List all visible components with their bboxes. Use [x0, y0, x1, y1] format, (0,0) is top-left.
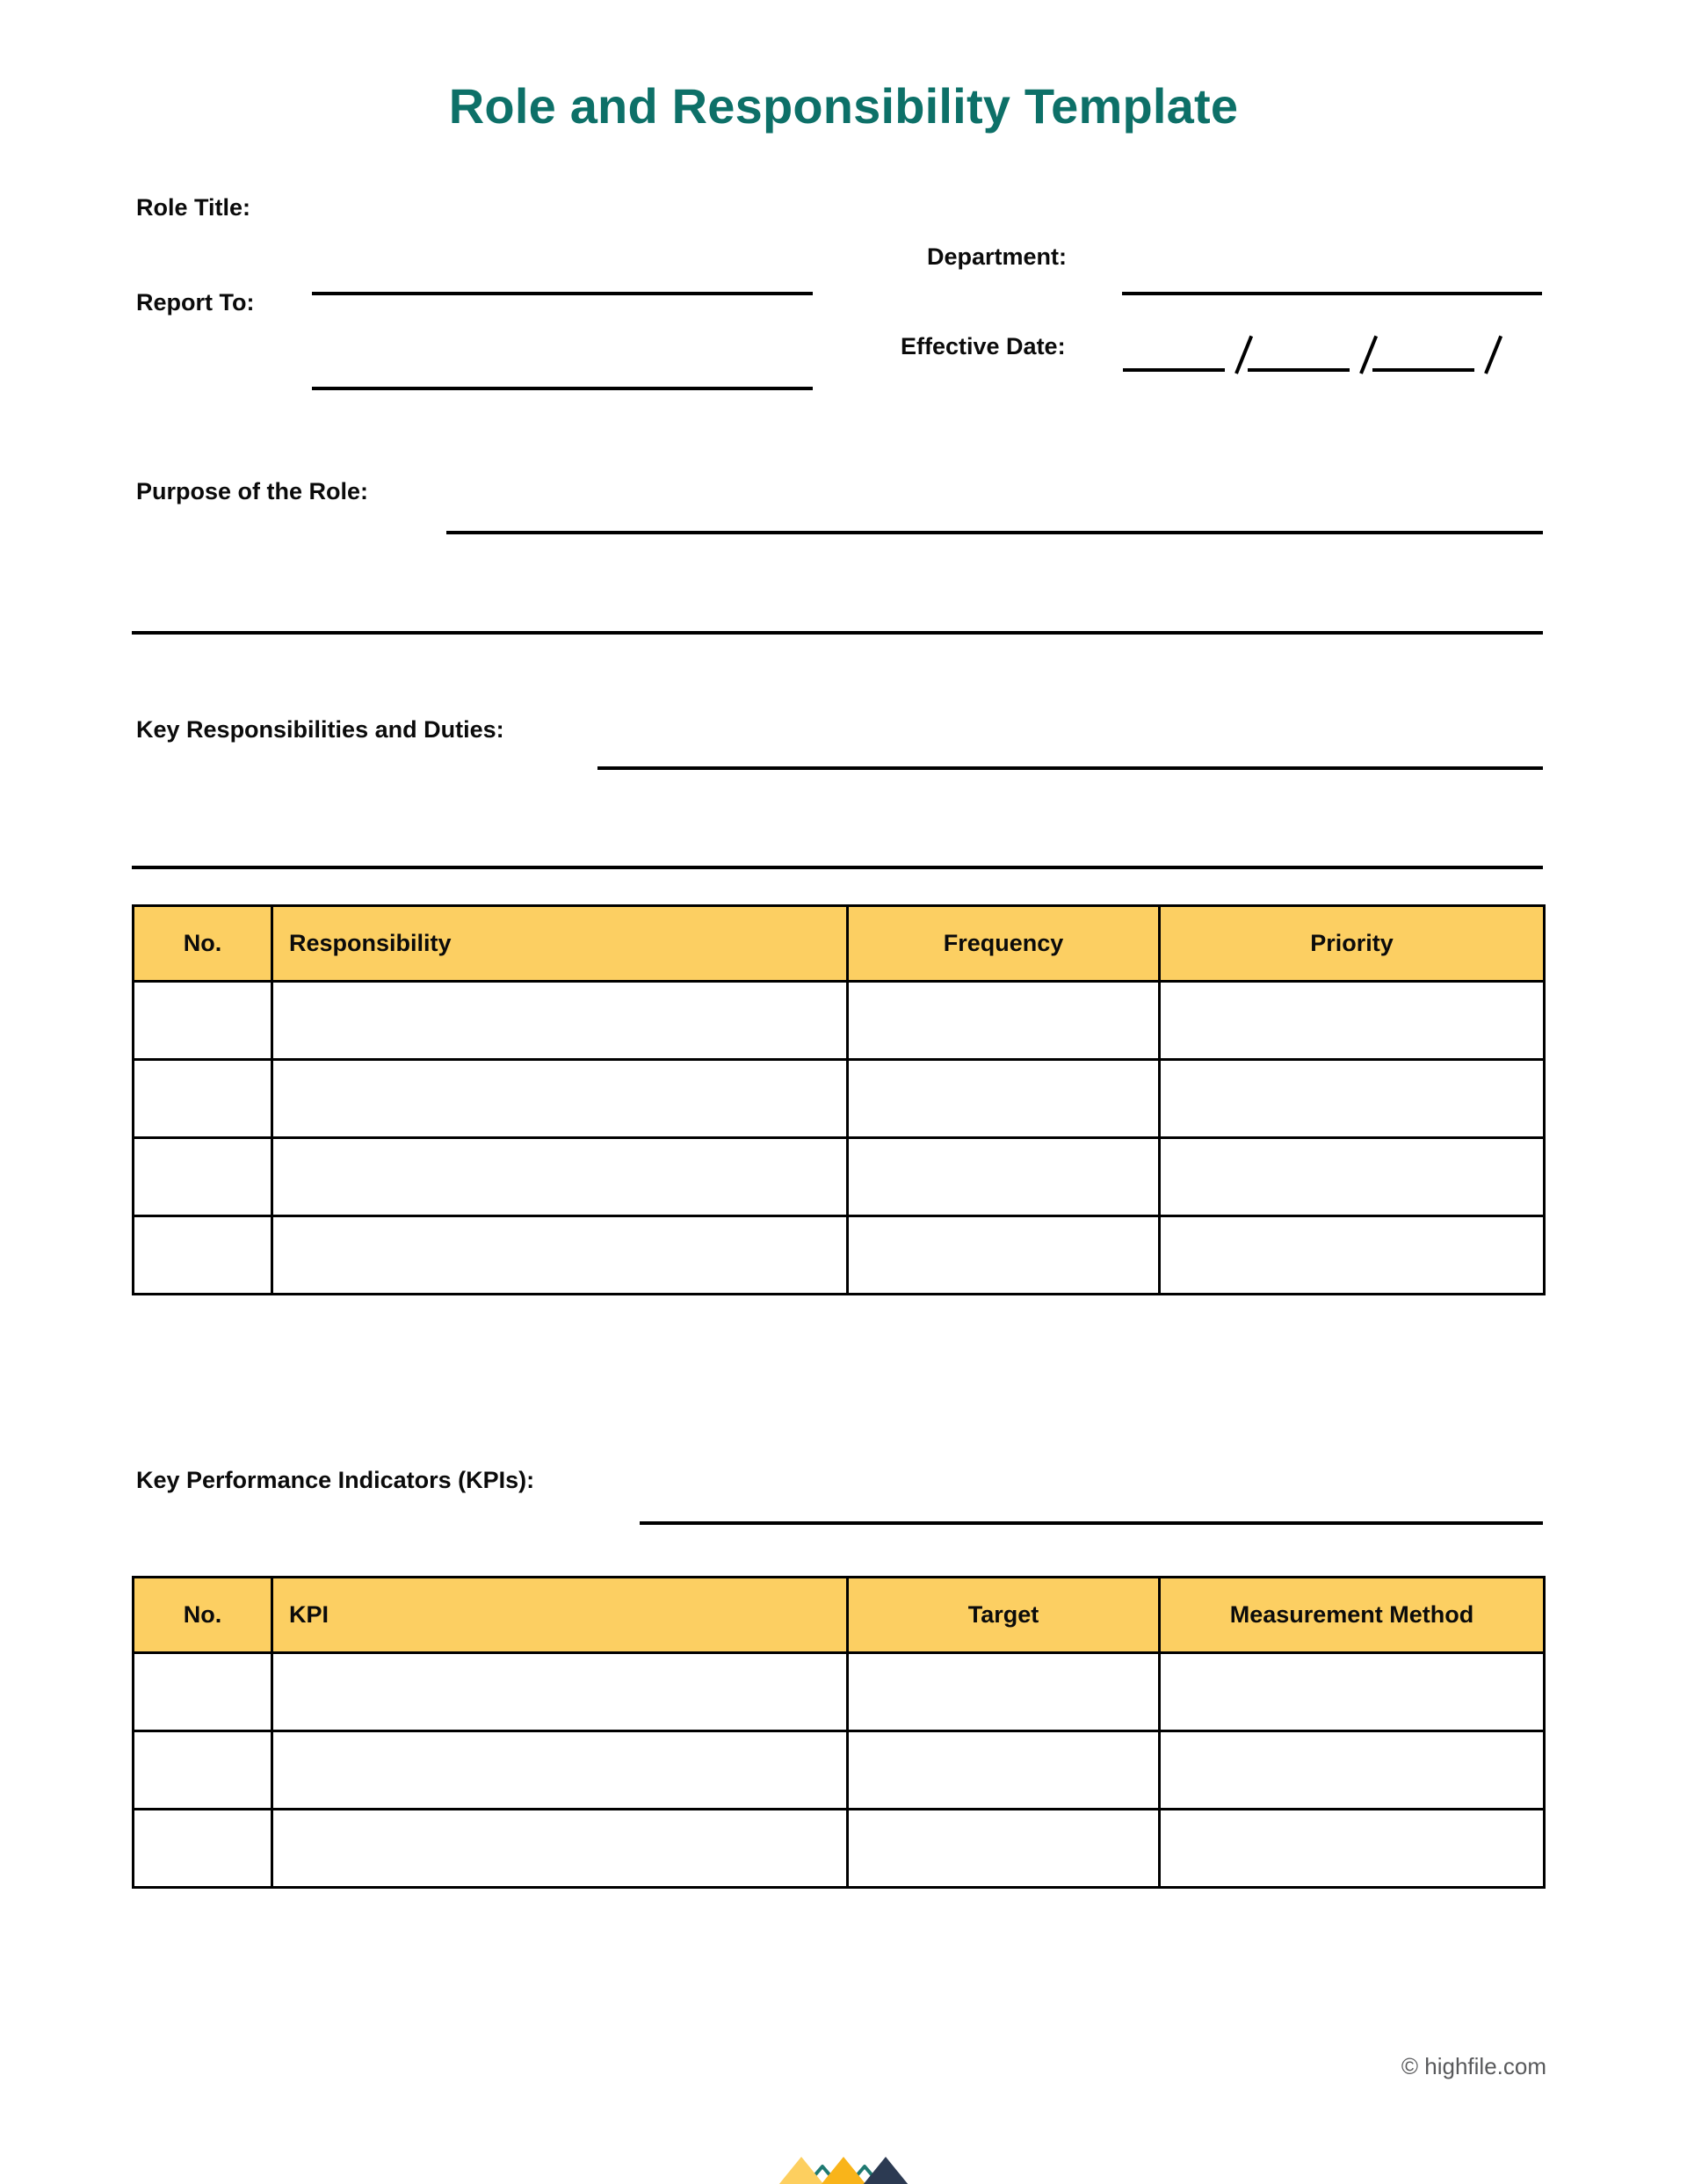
- key-responsibilities-line-1[interactable]: [597, 766, 1543, 770]
- responsibility-cell-frequency[interactable]: [848, 1060, 1160, 1138]
- kpi-cell-measurement-method[interactable]: [1160, 1810, 1545, 1888]
- kpi-cell-kpi[interactable]: [272, 1653, 848, 1731]
- responsibility-col-frequency: Frequency: [848, 906, 1160, 982]
- responsibility-cell-no[interactable]: [134, 1216, 272, 1295]
- responsibility-cell-no[interactable]: [134, 982, 272, 1060]
- footer-credit: © highfile.com: [1401, 2053, 1546, 2079]
- kpi-cell-no[interactable]: [134, 1810, 272, 1888]
- responsibility-cell-priority[interactable]: [1160, 1216, 1545, 1295]
- responsibility-cell-priority[interactable]: [1160, 1138, 1545, 1216]
- effective-date-day-line: [1123, 368, 1225, 372]
- report-to-input[interactable]: [312, 387, 813, 390]
- kpi-cell-target[interactable]: [848, 1810, 1160, 1888]
- page-title: Role and Responsibility Template: [448, 78, 1239, 134]
- purpose-of-role-line-2[interactable]: [132, 631, 1543, 635]
- key-responsibilities-label: Key Responsibilities and Duties:: [136, 716, 504, 743]
- kpi-col-no: No.: [134, 1578, 272, 1653]
- responsibility-col-no: No.: [134, 906, 272, 982]
- table-row: [134, 1653, 1545, 1731]
- kpi-table: [132, 1576, 1546, 1889]
- kpi-cell-kpi[interactable]: [272, 1810, 848, 1888]
- date-separator-slash-3: [1474, 334, 1497, 374]
- role-title-label: Role Title:: [136, 194, 251, 221]
- table-row: [134, 1060, 1545, 1138]
- kpi-col-measurement-method: Measurement Method: [1160, 1578, 1545, 1653]
- table-row: [134, 1138, 1545, 1216]
- effective-date-year-line: [1372, 368, 1474, 372]
- responsibility-cell-responsibility[interactable]: [272, 1138, 848, 1216]
- report-to-label: Report To:: [136, 289, 255, 316]
- department-label: Department:: [927, 243, 1068, 270]
- table-row: [134, 1810, 1545, 1888]
- responsibility-cell-frequency[interactable]: [848, 982, 1160, 1060]
- responsibility-cell-responsibility[interactable]: [272, 1216, 848, 1295]
- kpi-cell-measurement-method[interactable]: [1160, 1731, 1545, 1810]
- effective-date-month-line: [1248, 368, 1350, 372]
- purpose-of-role-line-1[interactable]: [446, 531, 1543, 534]
- responsibility-cell-frequency[interactable]: [848, 1138, 1160, 1216]
- responsibility-table-header-row: [134, 906, 1545, 982]
- responsibility-cell-responsibility[interactable]: [272, 982, 848, 1060]
- responsibility-cell-priority[interactable]: [1160, 982, 1545, 1060]
- purpose-of-role-label: Purpose of the Role:: [136, 478, 369, 504]
- responsibility-col-priority: Priority: [1160, 906, 1545, 982]
- kpi-cell-no[interactable]: [134, 1731, 272, 1810]
- table-row: [134, 1216, 1545, 1295]
- responsibility-cell-no[interactable]: [134, 1060, 272, 1138]
- highfile-logo: [756, 2144, 931, 2184]
- key-responsibilities-line-2[interactable]: [132, 866, 1543, 869]
- effective-date-month[interactable]: [1248, 334, 1372, 374]
- date-separator-slash-2: [1350, 334, 1372, 374]
- responsibility-cell-responsibility[interactable]: [272, 1060, 848, 1138]
- responsibility-col-responsibility: Responsibility: [272, 906, 848, 982]
- kpi-cell-measurement-method[interactable]: [1160, 1653, 1545, 1731]
- kpi-col-kpi: KPI: [272, 1578, 848, 1653]
- kpi-section-label: Key Performance Indicators (KPIs):: [136, 1467, 535, 1493]
- kpi-col-target: Target: [848, 1578, 1160, 1653]
- effective-date-label: Effective Date:: [901, 333, 1066, 359]
- date-separator-slash-1: [1225, 334, 1248, 374]
- role-title-input[interactable]: [312, 292, 813, 295]
- responsibility-cell-frequency[interactable]: [848, 1216, 1160, 1295]
- kpi-table-header-row: [134, 1578, 1545, 1653]
- mountains-icon: [756, 2144, 931, 2184]
- kpi-section-line-1[interactable]: [640, 1521, 1543, 1525]
- kpi-cell-kpi[interactable]: [272, 1731, 848, 1810]
- table-row: [134, 1731, 1545, 1810]
- kpi-cell-no[interactable]: [134, 1653, 272, 1731]
- department-input[interactable]: [1122, 292, 1542, 295]
- responsibility-cell-no[interactable]: [134, 1138, 272, 1216]
- responsibility-cell-priority[interactable]: [1160, 1060, 1545, 1138]
- effective-date-day[interactable]: [1123, 334, 1248, 374]
- effective-date-group: [1123, 334, 1497, 374]
- effective-date-year[interactable]: [1372, 334, 1497, 374]
- kpi-cell-target[interactable]: [848, 1731, 1160, 1810]
- responsibility-table: [132, 904, 1546, 1295]
- table-row: [134, 982, 1545, 1060]
- kpi-cell-target[interactable]: [848, 1653, 1160, 1731]
